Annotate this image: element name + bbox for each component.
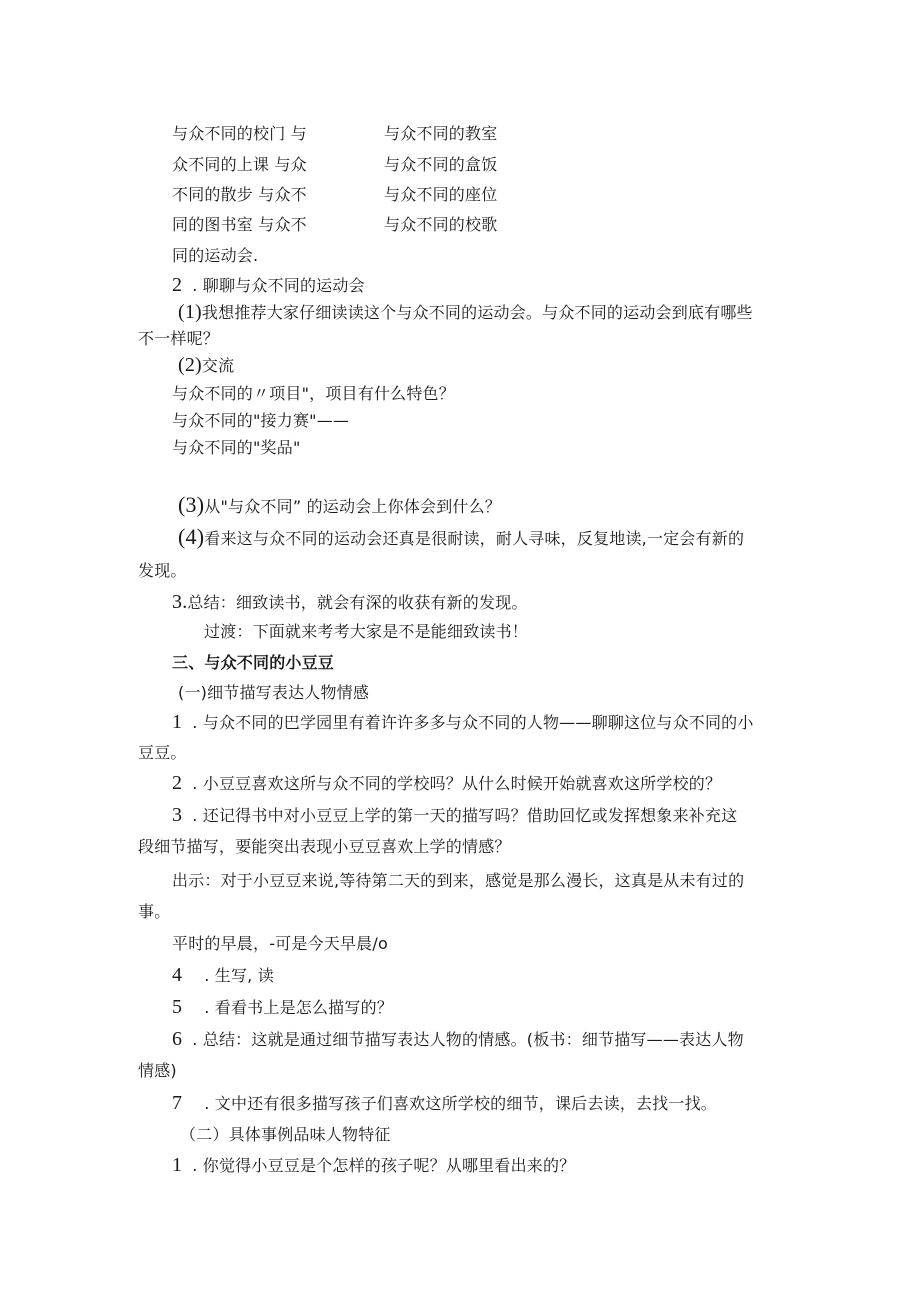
- item-number: 2: [172, 274, 183, 296]
- item-text: 交流: [201, 356, 235, 375]
- item-number: (3): [178, 492, 205, 517]
- item-text: . 小豆豆喜欢这所与众不同的学校吗？从什么时候开始就喜欢这所学校的？: [192, 774, 722, 793]
- sub-item-3: [178, 494, 501, 518]
- transition-line: 过渡：下面就来考考大家是不是能细致读书！: [204, 622, 529, 641]
- item-text: . 与众不同的巴学园里有着许许多多与众不同的人物——聊聊这位与众不同的小: [192, 713, 754, 732]
- item-number: 3.: [172, 591, 188, 613]
- item-number: 1: [172, 711, 183, 733]
- item-text: 总结：细致读书，就会有深的收获有新的发现。: [187, 593, 528, 612]
- list-left-line-2: 众不同的上课 与众: [172, 155, 307, 174]
- paragraph-3: [172, 804, 737, 827]
- item-number: 5: [172, 996, 183, 1018]
- sub-item-4-continuation: 发现。: [138, 561, 187, 580]
- item-text: . 总结：这就是通过细节描写表达人物的情感。(板书：细节描写——表达人物: [192, 1030, 744, 1049]
- item-text: . 聊聊与众不同的运动会: [192, 276, 365, 295]
- item-number: 4: [172, 964, 183, 986]
- paragraph-1-continuation: 豆豆。: [138, 743, 187, 762]
- item-text: . 还记得书中对小豆豆上学的第一天的描写吗？借助回忆或发挥想象来补充这: [192, 806, 738, 825]
- list-right-line-2: 与众不同的盒饭: [384, 155, 498, 174]
- example-shown: 出示：对于小豆豆来说,等待第二天的到来，感觉是那么漫长，这真是从未有过的: [172, 871, 745, 890]
- item-text: . 生写, 读: [204, 966, 274, 985]
- item-number: 7: [172, 1092, 183, 1114]
- subsection-2-title: （二）具体事例品味人物特征: [180, 1125, 391, 1144]
- item-text: . 看看书上是怎么描写的？: [204, 998, 393, 1017]
- question-line-1: 与众不同的〃项目"，项目有什么特色？: [172, 384, 455, 403]
- item-text: 看来这与众不同的运动会还真是很耐读，耐人寻味，反复地读,一定会有新的: [204, 529, 745, 548]
- sub-item-2: [178, 354, 234, 377]
- item-text: 从"与众不同” 的运动会上你体会到什么？: [204, 497, 502, 516]
- item-number: 3: [172, 804, 183, 826]
- item-number: 6: [172, 1028, 183, 1050]
- section-3-summary: [172, 591, 528, 614]
- question-line-3: 与众不同的"奖品": [172, 438, 301, 457]
- paragraph-8: [172, 1154, 575, 1177]
- example-shown-continuation: 事。: [138, 902, 171, 921]
- paragraph-1: [172, 711, 754, 734]
- section-2-heading: [172, 274, 365, 297]
- paragraph-7: [172, 1092, 717, 1115]
- item-number: 2: [172, 772, 183, 794]
- item-number: 1: [172, 1154, 183, 1176]
- item-number: (2): [178, 354, 202, 376]
- section-title-3: 三、与众不同的小豆豆: [172, 653, 335, 672]
- list-left-line-4: 同的图书室 与众不: [172, 215, 307, 234]
- question-line-2: 与众不同的"接力赛"——: [172, 411, 350, 430]
- subsection-1-title: (一)细节描写表达人物情感: [178, 683, 370, 702]
- item-number: (1): [178, 301, 202, 323]
- list-right-line-3: 与众不同的座位: [384, 185, 498, 204]
- paragraph-6-continuation: 情感): [138, 1061, 177, 1080]
- list-right-line-1: 与众不同的教室: [384, 124, 498, 143]
- morning-line: 平时的早晨，-可是今天早晨/o: [172, 934, 388, 953]
- paragraph-5: [172, 996, 393, 1019]
- list-left-line-5: 同的运动会.: [172, 246, 259, 265]
- paragraph-3-continuation: 段细节描写，要能突出表现小豆豆喜欢上学的情感？: [138, 837, 511, 856]
- paragraph-2: [172, 772, 721, 795]
- list-left-line-1: 与众不同的校门 与: [172, 124, 307, 143]
- sub-item-1-continuation: 不一样呢？: [138, 329, 220, 348]
- list-right-line-4: 与众不同的校歌: [384, 215, 498, 234]
- item-text: 我想推荐大家仔细读读这个与众不同的运动会。与众不同的运动会到底有哪些: [201, 303, 753, 322]
- item-text: . 你觉得小豆豆是个怎样的孩子呢？从哪里看出来的？: [192, 1156, 576, 1175]
- paragraph-4: [172, 964, 274, 987]
- item-number: (4): [178, 524, 205, 549]
- paragraph-6: [172, 1028, 744, 1051]
- list-left-line-3: 不同的散步 与众不: [172, 185, 307, 204]
- item-text: . 文中还有很多描写孩子们喜欢这所学校的细节，课后去读，去找一找。: [204, 1094, 717, 1113]
- sub-item-1: [178, 301, 753, 324]
- sub-item-4: [178, 526, 744, 550]
